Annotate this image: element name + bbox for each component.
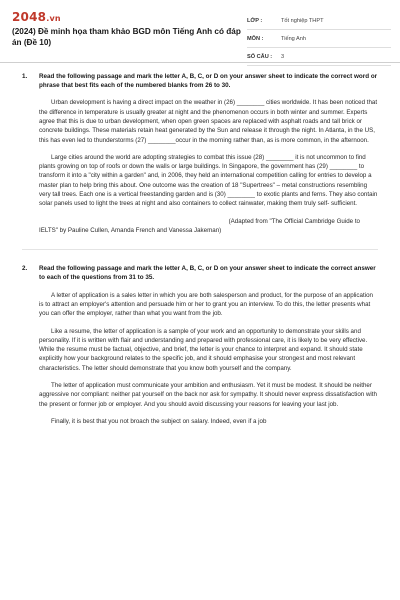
section-divider bbox=[22, 249, 378, 250]
info-row-subject bbox=[247, 30, 391, 48]
document-header bbox=[0, 0, 400, 63]
info-value: 3 bbox=[281, 53, 285, 60]
logo-main: 2048 bbox=[12, 10, 47, 24]
info-row-class bbox=[247, 12, 391, 30]
passage-paragraph: The letter of application must communicate your ambition and enthusiasm. Yet it must be modest. It should be neither aggressive nor compliant: neither pat yourself on the back nor ask for sympathy. It should never express dissatisfaction with the present or former job or employer. And you should avoid discussing your reasons for leaving your last job. bbox=[39, 382, 377, 408]
exam-info-panel bbox=[247, 12, 391, 66]
question-instruction: Read the following passage and mark the letter A, B, C, or D on your answer sheet to indicate the correct word or phrase that best fits each of the numbered blanks from 26 to 30. bbox=[39, 73, 378, 90]
source-line: (Adapted from "The Official Cambridge Guide to bbox=[228, 217, 360, 225]
question-heading bbox=[22, 72, 378, 90]
question-heading bbox=[22, 264, 378, 282]
info-label: SỐ CÂU : bbox=[247, 53, 273, 60]
logo-suffix: .vn bbox=[46, 14, 61, 23]
question-block-2 bbox=[22, 264, 378, 426]
info-label: LỚP : bbox=[247, 17, 263, 24]
info-value: Tiếng Anh bbox=[281, 35, 306, 42]
info-row-question-count bbox=[247, 48, 391, 66]
question-instruction: Read the following passage and mark the letter A, B, C, or D on your answer sheet to indicate the correct answer to each of the questions from 31 to 35. bbox=[39, 265, 376, 282]
info-label: MÔN : bbox=[247, 35, 264, 42]
source-line: IELTS" by Pauline Cullen, Amanda French and Vanessa Jakeman) bbox=[39, 226, 222, 234]
site-logo[interactable] bbox=[12, 10, 61, 24]
question-number: 2. bbox=[22, 265, 28, 273]
passage-paragraph: Finally, it is best that you not broach the subject on salary. Indeed, even if a job bbox=[51, 417, 267, 425]
passage-paragraph: A letter of application is a sales letter in which you are both salesperson and product, for the purpose of an application is to attract an employer's attention and persuade him or her to grant you an interview. To do this, the letter presents what you can offer the employer, rather than what you want from the job. bbox=[39, 291, 373, 318]
passage-paragraph: Urban development is having a direct impact on the weather in (26) ________ cities worldwide. It has been noticed that the difference in temperature is usually greater at night and the phenomenon occurs in both winter and summer. Experts agree that this is due to urban development, when open green spaces are replaced with asphalt roads and tall brick or concrete buildings. These materials retain heat generated by the Sun and release it through the night. In Atlanta, in the US, this has even led to thunderstorms (27) ________occur in the morning rather than, as is more common, in the afternoon. bbox=[39, 99, 378, 144]
question-number: 1. bbox=[22, 73, 28, 80]
document-content bbox=[0, 72, 400, 426]
passage-source bbox=[39, 217, 378, 236]
document-title: (2024) Đề minh họa tham khảo BGD môn Tiếng Anh có đáp án (Đề 10) bbox=[12, 27, 241, 47]
info-value: Tốt nghiệp THPT bbox=[281, 17, 324, 24]
passage-paragraph: Large cities around the world are adopting strategies to combat this issue (28) ________ it is not uncommon to find plants growing on top of roofs or down the walls or large buildings. In Singapore, the government has (29) ________ to transform it into a "city within a garden" and, in 2006, they held an international competition calling for entries to develop a master plan to help bring this about. One outcome was the creation of 18 "Supertrees" – metal constructions resembling very tall trees. Each one is a vertical freestanding garden and is (30) ________ to exotic plants and ferns. They also contain solar panels used to light the trees at night and also containers to collect rainwater, making them truly self- sufficient. bbox=[39, 153, 378, 208]
passage-paragraph: Like a resume, the letter of application is a sample of your work and an opportunity to demonstrate your skills and personality. If it is written with flair and understanding and prepared with professional care, it is likely to be very effective. While the resume must be factual, objective, and brief, the letter is your chance to interpret and expand. It should state explicitly how your background relates to the specific job, and it should emphasise your strongest and most relevant characteristics. The letter should demonstrate that you know both yourself and the company. bbox=[39, 327, 368, 372]
question-block-1 bbox=[22, 72, 378, 235]
